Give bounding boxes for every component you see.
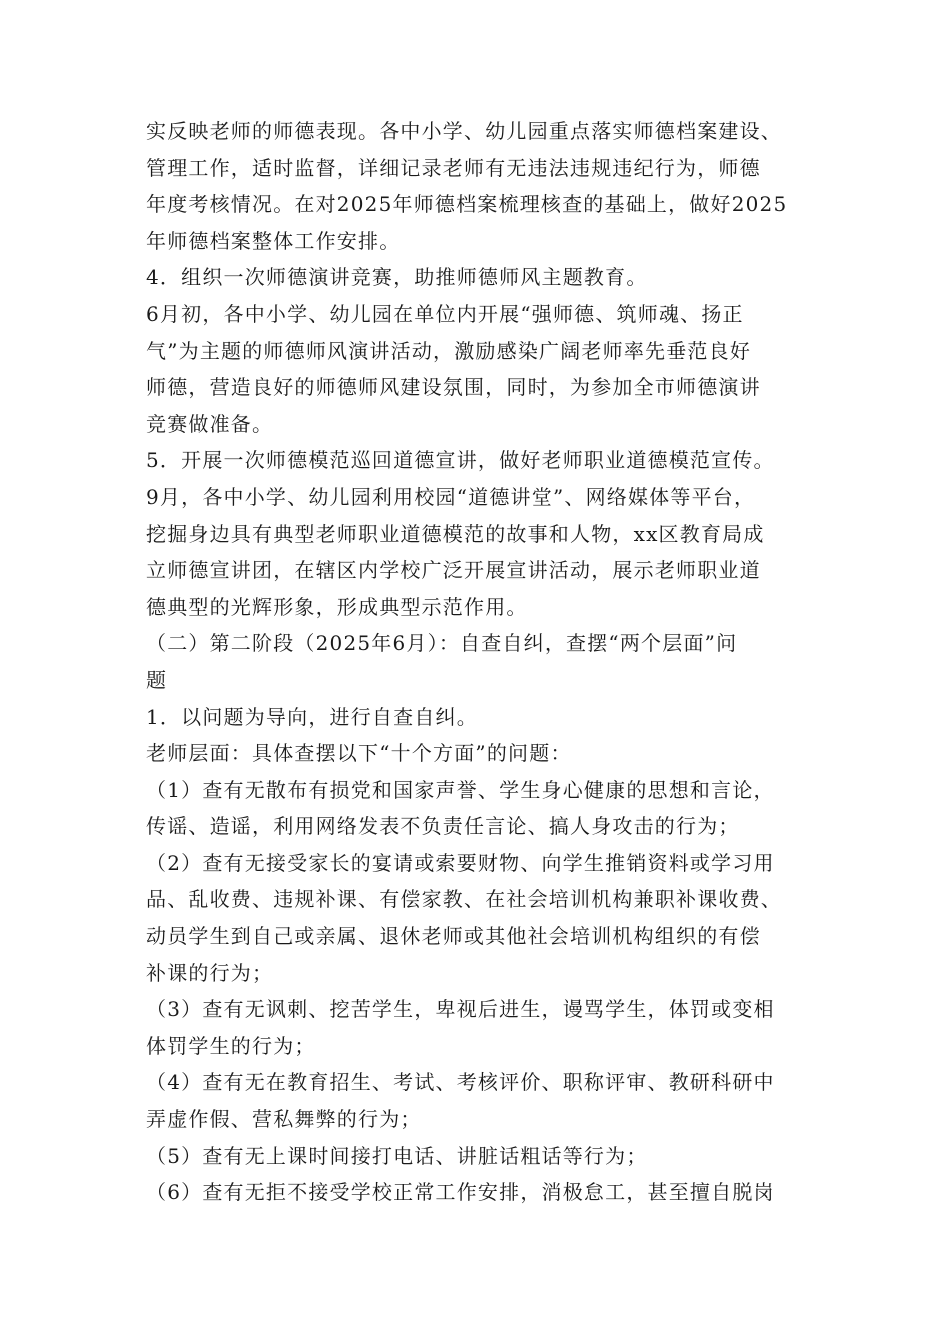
document-body — [146, 116, 810, 1214]
text-line: 管理工作，适时监督，详细记录老师有无违法违规违纪行为，师德 — [146, 155, 761, 180]
text-line: 气”为主题的师德师风演讲活动，激励感染广阔老师率先垂范良好 — [146, 338, 752, 363]
section-heading: （二）第二阶段（2025年6月）：自查自纠，查摆“两个层面”问 — [146, 631, 738, 656]
item-heading: 5．开展一次师德模范巡回道德宣讲，做好老师职业道德模范宣传。 — [146, 448, 775, 473]
text-line: 德典型的光辉形象，形成典型示范作用。 — [146, 594, 528, 619]
text-line: （4）查有无在教育招生、考试、考核评价、职称评审、教研科研中 — [146, 1070, 775, 1095]
text-line: 动员学生到自己或亲属、退休老师或其他社会培训机构组织的有偿 — [146, 924, 761, 949]
text-line: 师德，营造良好的师德师风建设氛围，同时，为参加全市师德演讲 — [146, 375, 761, 400]
text-line: 传谣、造谣，利用网络发表不负责任言论、搞人身攻击的行为； — [146, 814, 740, 839]
text-line: 补课的行为； — [146, 960, 274, 985]
text-line: 年度考核情况。在对2025年师德档案梳理核查的基础上，做好2025 — [146, 192, 788, 217]
text-line: （3）查有无讽刺、挖苦学生，卑视后进生，谩骂学生，体罚或变相 — [146, 997, 775, 1022]
text-line: 品、乱收费、违规补课、有偿家教、在社会培训机构兼职补课收费、 — [146, 887, 782, 912]
text-line: 立师德宣讲团，在辖区内学校广泛开展宣讲活动，展示老师职业道 — [146, 558, 761, 583]
text-line: （2）查有无接受家长的宴请或索要财物、向学生推销资料或学习用 — [146, 850, 775, 875]
text-line: 年师德档案整体工作安排。 — [146, 228, 401, 253]
text-line: 实反映老师的师德表现。各中小学、幼儿园重点落实师德档案建设、 — [146, 119, 782, 143]
text-line: 竞赛做准备。 — [146, 411, 274, 436]
text-line: 老师层面：具体查摆以下“十个方面”的问题： — [146, 741, 572, 766]
text-line: 9月，各中小学、幼儿园利用校园“道德讲堂”、网络媒体等平台， — [146, 484, 756, 509]
text-line: （5）查有无上课时间接打电话、讲脏话粗话等行为； — [146, 1143, 648, 1168]
text-line: 弄虚作假、营私舞弊的行为； — [146, 1107, 422, 1132]
section-heading: 题 — [146, 667, 168, 692]
text-line: （6）查有无拒不接受学校正常工作安排，消极怠工，甚至擅自脱岗 — [146, 1180, 775, 1205]
text-line: 挖掘身边具有典型老师职业道德模范的故事和人物，xx区教育局成 — [146, 521, 765, 546]
text-line: 6月初，各中小学、幼儿园在单位内开展“强师德、筑师魂、扬正 — [146, 301, 744, 326]
text-line: （1）查有无散布有损党和国家声誉、学生身心健康的思想和言论， — [146, 777, 775, 802]
item-heading: 1．以问题为导向，进行自查自纠。 — [146, 704, 478, 729]
item-heading: 4．组织一次师德演讲竞赛，助推师德师风主题教育。 — [146, 265, 648, 290]
text-line: 体罚学生的行为； — [146, 1033, 316, 1058]
